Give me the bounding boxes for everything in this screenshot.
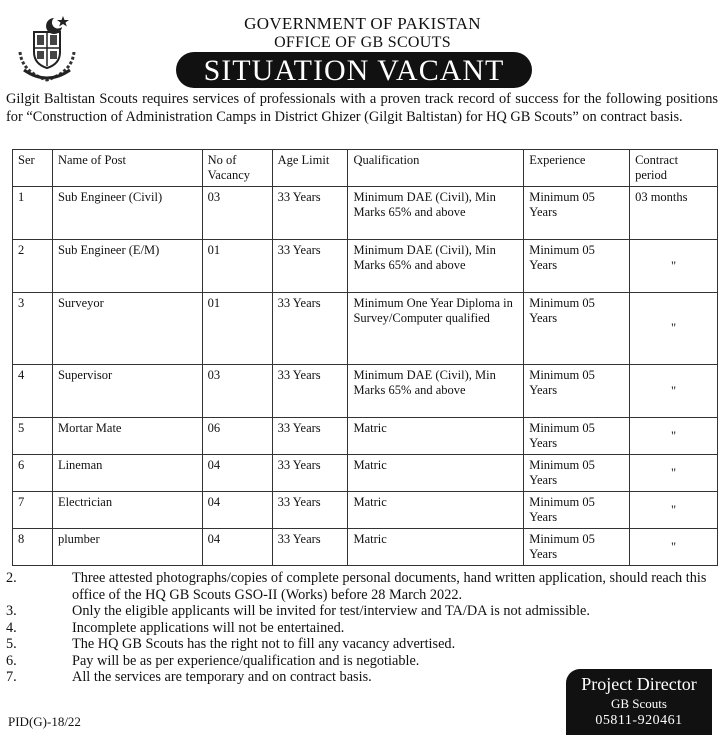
column-header: Qualification (348, 150, 524, 187)
contract-cell: " (630, 529, 718, 566)
qualification-cell: Minimum DAE (Civil), Min Marks 65% and above (348, 240, 524, 293)
post-cell: Supervisor (52, 365, 202, 418)
qualification-cell: Matric (348, 492, 524, 529)
ser-cell: 4 (13, 365, 53, 418)
age-cell: 33 Years (272, 293, 348, 365)
note-text: The HQ GB Scouts has the right not to fill any vacancy advertised. (72, 636, 456, 652)
column-header: Age Limit (272, 150, 348, 187)
age-cell: 33 Years (272, 365, 348, 418)
column-header: No of Vacancy (202, 150, 272, 187)
vacancy-cell: 01 (202, 240, 272, 293)
qualification-cell: Minimum DAE (Civil), Min Marks 65% and above (348, 187, 524, 240)
note-text: Three attested photographs/copies of complete personal documents, hand written application, should reach this office of the HQ GB Scouts GSO-II (Works) before 28 March 2022. (72, 570, 707, 603)
age-cell: 33 Years (272, 529, 348, 566)
list-item (6, 570, 718, 603)
column-header: Ser (13, 150, 53, 187)
vacancy-cell: 04 (202, 492, 272, 529)
list-item (6, 636, 718, 653)
ser-cell: 6 (13, 455, 53, 492)
post-cell: Electrician (52, 492, 202, 529)
experience-cell: Minimum 05 Years (524, 418, 630, 455)
column-header: Contract period (630, 150, 718, 187)
vacancy-cell: 03 (202, 365, 272, 418)
note-text: Pay will be as per experience/qualification and is negotiable. (72, 652, 420, 669)
qualification-cell: Matric (348, 418, 524, 455)
intro-paragraph: Gilgit Baltistan Scouts requires services of professionals with a proven track record of success for the following positions for “Construction of Administration Camps in District Ghizer (Gilgit Baltistan) for HQ GB Scouts” on contract basis. (6, 91, 718, 125)
experience-cell: Minimum 05 Years (524, 365, 630, 418)
office-title: OFFICE OF GB SCOUTS (274, 34, 451, 51)
header (0, 8, 725, 90)
director-title: Project Director (581, 674, 697, 694)
contract-cell: " (630, 492, 718, 529)
table-row (13, 240, 718, 293)
experience-cell: Minimum 05 Years (524, 492, 630, 529)
project-director-box (566, 669, 712, 735)
vacancy-table (12, 149, 718, 566)
ser-cell: 2 (13, 240, 53, 293)
list-item (6, 620, 718, 637)
vacancy-cell: 06 (202, 418, 272, 455)
qualification-cell: Minimum One Year Diploma in Survey/Computer qualified (348, 293, 524, 365)
note-text: Incomplete applications will not be entertained. (72, 619, 345, 636)
contract-cell: " (630, 418, 718, 455)
list-item (6, 653, 718, 670)
experience-cell: Minimum 05 Years (524, 293, 630, 365)
note-number: 3. (6, 603, 17, 619)
note-number: 4. (6, 619, 17, 636)
ser-cell: 7 (13, 492, 53, 529)
experience-cell: Minimum 05 Years (524, 187, 630, 240)
post-cell: Sub Engineer (Civil) (52, 187, 202, 240)
vacancy-cell: 04 (202, 455, 272, 492)
ser-cell: 8 (13, 529, 53, 566)
post-cell: Mortar Mate (52, 418, 202, 455)
post-cell: plumber (52, 529, 202, 566)
vacancy-cell: 03 (202, 187, 272, 240)
contract-cell: " (630, 455, 718, 492)
experience-cell: Minimum 05 Years (524, 455, 630, 492)
vacancy-cell: 04 (202, 529, 272, 566)
note-number: 2. (6, 570, 17, 586)
table-row (13, 187, 718, 240)
contract-cell: " (630, 240, 718, 293)
experience-cell: Minimum 05 Years (524, 529, 630, 566)
contract-cell: " (630, 293, 718, 365)
experience-cell: Minimum 05 Years (524, 240, 630, 293)
post-cell: Lineman (52, 455, 202, 492)
table-row (13, 455, 718, 492)
post-cell: Sub Engineer (E/M) (52, 240, 202, 293)
contract-cell: 03 months (630, 187, 718, 240)
note-text: Only the eligible applicants will be invited for test/interview and TA/DA is not admissible. (72, 603, 590, 619)
director-org: GB Scouts (611, 696, 667, 711)
table-row (13, 492, 718, 529)
note-number: 5. (6, 636, 17, 652)
situation-vacant-banner: SITUATION VACANT (176, 52, 532, 88)
table-row (13, 529, 718, 566)
pid-code: PID(G)-18/22 (8, 714, 81, 729)
ser-cell: 3 (13, 293, 53, 365)
ser-cell: 1 (13, 187, 53, 240)
vacancy-cell: 01 (202, 293, 272, 365)
post-cell: Surveyor (52, 293, 202, 365)
contract-cell: " (630, 365, 718, 418)
list-item (6, 603, 718, 620)
note-number: 6. (6, 652, 17, 669)
age-cell: 33 Years (272, 455, 348, 492)
qualification-cell: Minimum DAE (Civil), Min Marks 65% and above (348, 365, 524, 418)
table-row (13, 418, 718, 455)
qualification-cell: Matric (348, 455, 524, 492)
table-row (13, 293, 718, 365)
ser-cell: 5 (13, 418, 53, 455)
column-header: Name of Post (52, 150, 202, 187)
table-row (13, 365, 718, 418)
director-phone: 05811-920461 (595, 713, 683, 728)
qualification-cell: Matric (348, 529, 524, 566)
age-cell: 33 Years (272, 240, 348, 293)
note-text: All the services are temporary and on contract basis. (72, 669, 372, 685)
government-title: GOVERNMENT OF PAKISTAN (244, 14, 481, 33)
table-header-row (13, 150, 718, 187)
age-cell: 33 Years (272, 187, 348, 240)
column-header: Experience (524, 150, 630, 187)
age-cell: 33 Years (272, 492, 348, 529)
note-number: 7. (6, 669, 17, 685)
age-cell: 33 Years (272, 418, 348, 455)
